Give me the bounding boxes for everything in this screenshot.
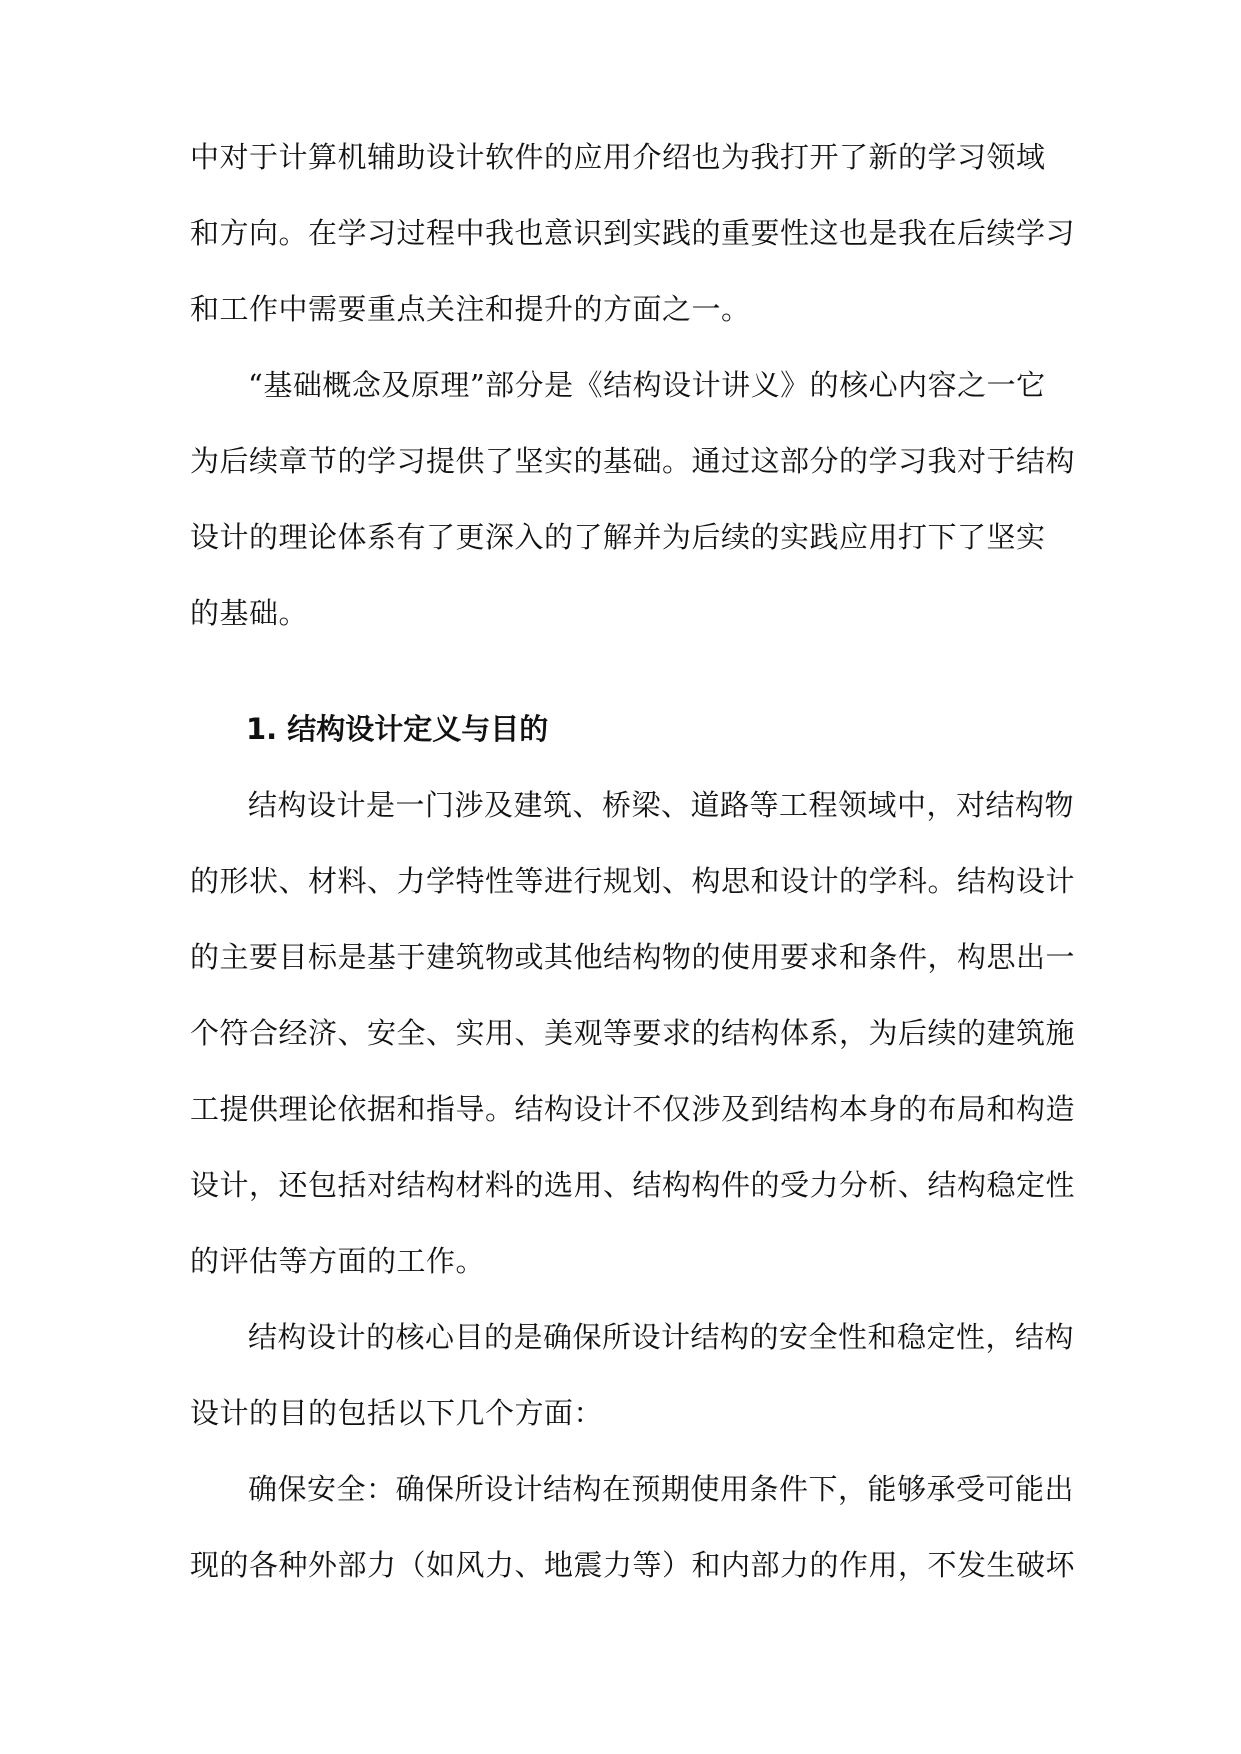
paragraph-line: 设计，还包括对结构材料的选用、结构构件的受力分析、结构稳定性 xyxy=(190,1168,1076,1202)
paragraph-line: 工提供理论依据和指导。结构设计不仅涉及到结构本身的布局和构造 xyxy=(190,1092,1076,1126)
paragraph-line: 的评估等方面的工作。 xyxy=(190,1244,486,1278)
section-heading: 1. 结构设计定义与目的 xyxy=(246,712,549,746)
paragraph-line: 设计的理论体系有了更深入的了解并为后续的实践应用打下了坚实 xyxy=(190,520,1046,554)
paragraph-line: 设计的目的包括以下几个方面： xyxy=(190,1396,604,1430)
paragraph-line: 现的各种外部力（如风力、地震力等）和内部力的作用，不发生破坏 xyxy=(190,1548,1076,1582)
paragraph-line: 的形状、材料、力学特性等进行规划、构思和设计的学科。结构设计 xyxy=(190,864,1076,898)
paragraph-line: 结构设计是一门涉及建筑、桥梁、道路等工程领域中，对结构物 xyxy=(248,788,1075,822)
paragraph-line: 为后续章节的学习提供了坚实的基础。通过这部分的学习我对于结构 xyxy=(190,444,1076,478)
paragraph-line: 和方向。在学习过程中我也意识到实践的重要性这也是我在后续学习 xyxy=(190,216,1076,250)
paragraph-line: 结构设计的核心目的是确保所设计结构的安全性和稳定性，结构 xyxy=(248,1320,1075,1354)
paragraph-line: 个符合经济、安全、实用、美观等要求的结构体系，为后续的建筑施 xyxy=(190,1016,1076,1050)
paragraph-line: 的主要目标是基于建筑物或其他结构物的使用要求和条件，构思出一 xyxy=(190,940,1076,974)
paragraph-line: 确保安全：确保所设计结构在预期使用条件下，能够承受可能出 xyxy=(248,1472,1075,1506)
paragraph-line: “基础概念及原理”部分是《结构设计讲义》的核心内容之一它 xyxy=(248,368,1046,402)
paragraph-line: 中对于计算机辅助设计软件的应用介绍也为我打开了新的学习领域 xyxy=(190,140,1046,174)
paragraph-line: 和工作中需要重点关注和提升的方面之一。 xyxy=(190,292,751,326)
paragraph-line: 的基础。 xyxy=(190,596,309,630)
